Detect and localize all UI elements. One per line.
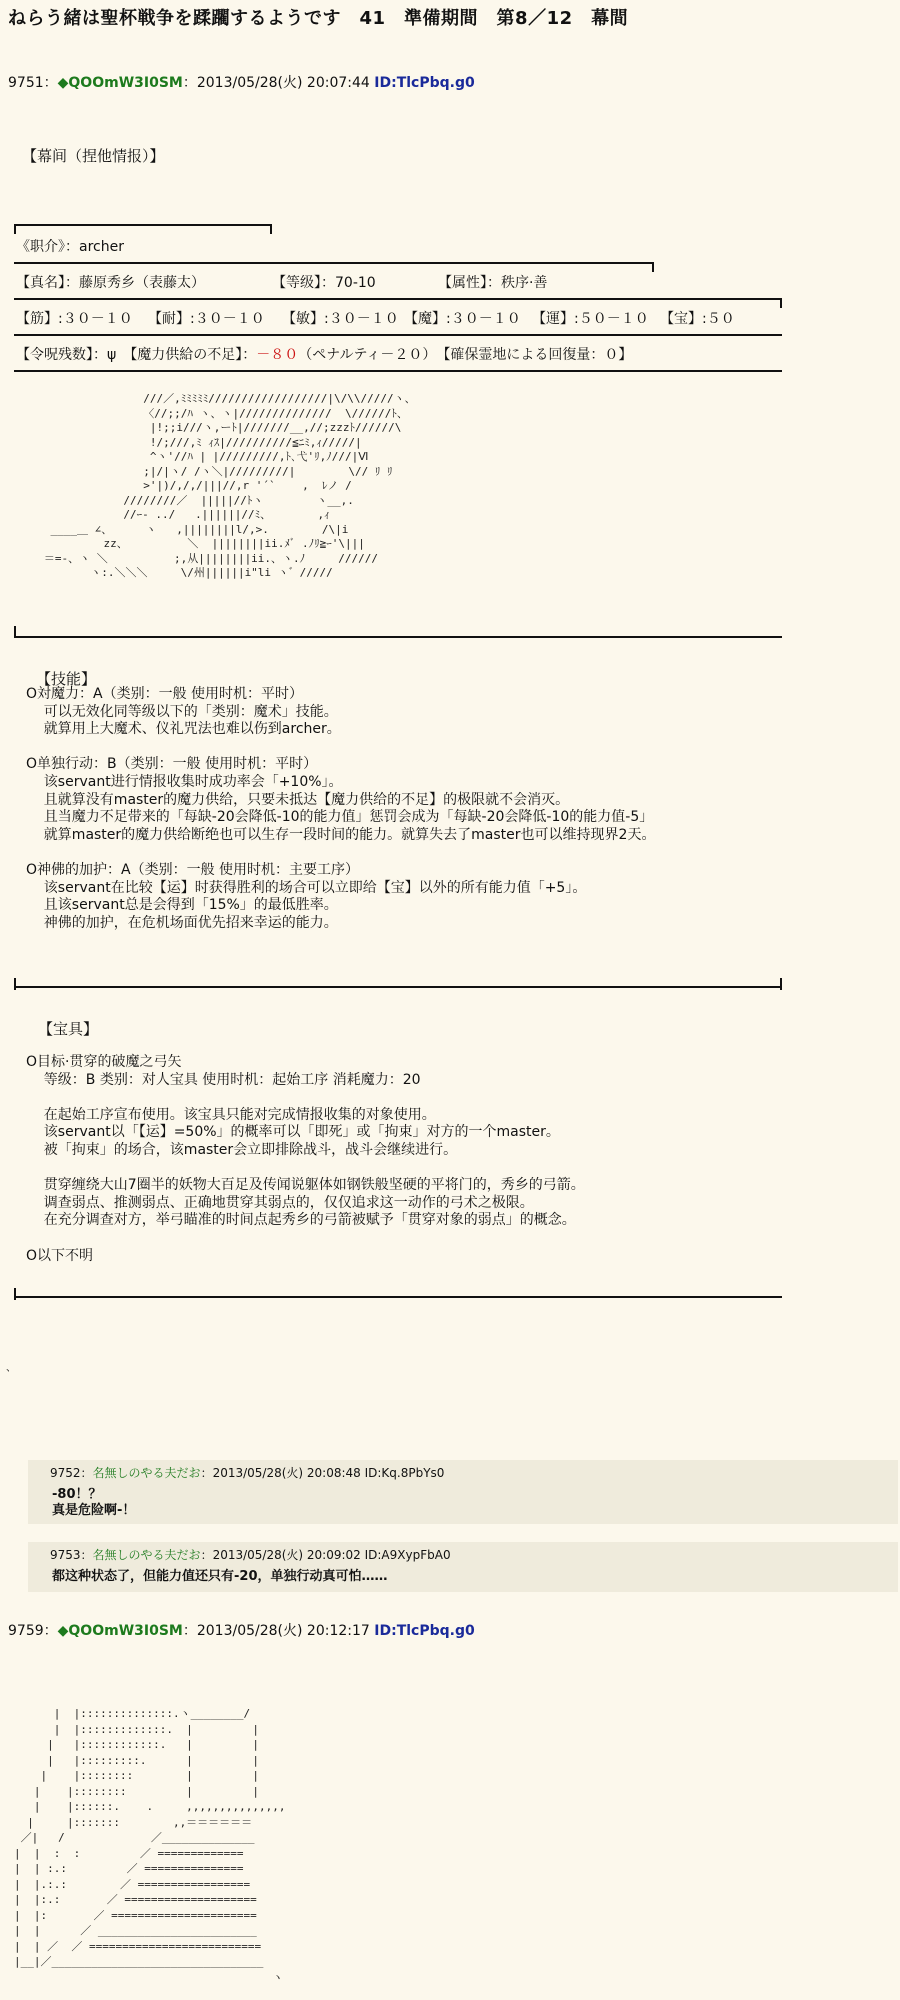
skill-line: 且就算没有master的魔力供给，只要未抵达【魔力供给的不足】的极限就不会消灭。 [26, 791, 570, 808]
mana-deficit-value: －８０ [256, 347, 299, 363]
reply-number[interactable]: 9752： [50, 1466, 93, 1480]
class-field: 《职介》：archer [16, 239, 124, 255]
reply-line: 真是危险啊-！ [52, 1503, 136, 1518]
divider [14, 224, 272, 226]
skill-line: 神佛的加护，在危机场面优先招来幸运的能力。 [26, 914, 338, 931]
skill-line: 可以无效化同等级以下的「类别：魔术」技能。 [26, 703, 338, 720]
np-line: 该servant以「【运】=50%」的概率可以「即死」或「拘束」对方的一个master。 [26, 1124, 560, 1141]
np-line: 等级：B 类别：对人宝具 使用时机：起始工序 消耗魔力：20 [26, 1071, 421, 1088]
np-line [26, 1230, 585, 1248]
post-date: ：2013/05/28(火) 20:07:44 [182, 75, 370, 91]
divider [14, 262, 654, 264]
reply-post [28, 1460, 898, 1524]
divider [14, 334, 782, 336]
divider [14, 636, 782, 638]
command-seal-text: 【令呪残数】：ψ 【魔力供給の不足】： [16, 347, 257, 363]
stat-end: 【耐】:３０－１０ [148, 311, 265, 327]
skills-list [26, 686, 655, 932]
ascii-art-corridor: | |::::::::::::::.ヽ________/ | |:::::::::::::. | | | |::::::::::::. | | | |:::::::::. | | | |:::::::: | | | |:::::::: | | | |::::::. . ,,,,,,,,,,,,,,, | |::::::: ,,＝＝＝＝＝＝ ／| / ／______________ | | : : ／ ============= | | :.: ／ =============== | |.:.: ／ ================= | |:.: ／ ==================== | |: ／ ====================== | | ／ ________________________ | | ／ ／ ========================== |__|／________________________________ ヽ [14, 1707, 286, 1984]
skill-line: O单独行动：B（类别：一般 使用时机：平时） [26, 756, 318, 773]
divider [14, 298, 782, 300]
divider [270, 224, 272, 234]
divider [780, 298, 782, 308]
reply-line: 都这种状态了，但能力值还只有-20，单独行动真可怕…… [52, 1569, 388, 1584]
skill-line: 且当魔力不足带来的「每缺-20会降低-10的能力值」惩罚会成为「每缺-20会降低-10的能力值-5」 [26, 809, 654, 826]
skill-line: 就算用上大魔术、仪礼咒法也难以伤到archer。 [26, 721, 341, 738]
np-list [26, 1054, 585, 1265]
stat-luck: 【運】:５０－１０ [532, 311, 649, 327]
skills-heading: 【技能】 [36, 670, 97, 688]
reply-body [28, 1481, 898, 1519]
np-line: 贯穿缠绕大山7圈半的妖物大百足及传闻说躯体如钢铁般坚硬的平将门的，秀乡的弓箭。 [26, 1177, 585, 1194]
divider [14, 986, 782, 988]
poster-name: ◆QOOmW3I0SM [57, 75, 183, 91]
np-line: 调查弱点、推测弱点、正确地贯穿其弱点的，仅仅追求这一动作的弓术之极限。 [26, 1194, 534, 1211]
page-title: ねらう緒は聖杯戦争を蹂躙するようです 41 準備期間 第8／12 幕間 [8, 8, 629, 29]
penalty-text: （ペナルティ－２０） 【確保霊地による回復量：０】 [298, 347, 633, 363]
divider [14, 626, 16, 638]
stat-mag: 【魔】:３０－１０ [404, 311, 521, 327]
poster-name: ◆QOOmW3I0SM [57, 1623, 183, 1639]
post-header [8, 1620, 475, 1640]
level-field: 【等级】：70-10 [272, 275, 376, 291]
divider [652, 262, 654, 272]
np-line [26, 1160, 585, 1178]
skill-line: O神佛的加护：A（类别：一般 使用时机：主要工序） [26, 861, 360, 878]
divider [14, 1296, 782, 1298]
reply-post [28, 1542, 898, 1592]
skill-line: 就算master的魔力供给断绝也可以生存一段时间的能力。就算失去了master也可以维持现界2天。 [26, 826, 656, 843]
reply-meta: ：2013/05/28(火) 20:09:02 ID:A9XypFbA0 [200, 1548, 451, 1562]
np-line [26, 1089, 585, 1107]
np-line: 在充分调查对方，举弓瞄准的时间点起秀乡的弓箭被赋予「贯穿对象的弱点」的概念。 [26, 1212, 576, 1229]
np-line: O目标·贯穿的破魔之弓矢 [26, 1054, 182, 1070]
ascii-art-archer: ///／,ﾐﾐﾐﾐﾐ//////////////////|\/\\/////ヽ、 〈//;;/ﾊ ヽ、ヽ|////////////// \//////ﾄ、 |!;;i///ヽ,ーﾄ|///////__,//;zzzﾄ//////\ !/;///,ﾐ ｨｽ|//////////≦ﾆﾐ,ｨ/////| ^ヽ'//ﾊ | |/////////,ﾄ､弋'ﾘ,ﾉ///|Ⅵ ;|/|ヽ/ /ヽ＼|/////////| \// ﾘ ﾘ >'|)/,/,/|||//,r '´` , ﾚノ / ////////／ |||||//ﾄヽ ヽ__,. //ｰ- ../ .||||||//ﾐ、 ,ｨ ____＿ ∠、 ヽ ,||||||||l/,>. /\|i zz、 ＼ ||||||||ii.ﾒﾞ .ﾉﾘ≧ｰ'\||| ＝=-、ヽ ＼ ;,从||||||||ii.、ヽ.ﾉ ////// ヽ:.＼＼＼ \/州||||||i"li ヽ゛///// [43, 392, 416, 579]
post-date: ：2013/05/28(火) 20:12:17 [182, 1623, 370, 1639]
divider [14, 370, 782, 372]
stat-np: 【宝】:５０ [660, 311, 735, 327]
divider [14, 978, 16, 990]
divider [14, 224, 16, 234]
reply-body [28, 1563, 898, 1585]
post-header [8, 72, 475, 92]
np-line: 在起始工序宣布使用。该宝具只能对完成情报收集的对象使用。 [26, 1106, 436, 1123]
skill-line [26, 844, 655, 862]
true-name-field: 【真名】：藤原秀乡（表藤太） [16, 275, 205, 291]
skill-line [26, 739, 655, 757]
poster-id[interactable]: ID:TlcPbq.g0 [374, 1623, 475, 1639]
post-number[interactable]: 9759： [8, 1623, 58, 1639]
attribute-field: 【属性】：秩序·善 [438, 275, 548, 291]
np-line: O以下不明 [26, 1247, 94, 1264]
stat-agi: 【敏】:３０－１０ [282, 311, 399, 327]
divider [780, 978, 782, 990]
stray-mark: 、 [6, 1363, 16, 1374]
skill-line: 该servant进行情报收集时成功率会「+10%」。 [26, 773, 343, 790]
skill-line: 该servant在比较【运】时获得胜利的场合可以立即给【宝】以外的所有能力值「+5」。 [26, 879, 587, 896]
reply-meta: ：2013/05/28(火) 20:08:48 ID:Kq.8PbYs0 [200, 1466, 445, 1480]
intermission-heading: 【幕间（捏他情报）】 [22, 147, 165, 165]
stat-str: 【筋】:３０－１０ [16, 311, 133, 327]
post-number[interactable]: 9751： [8, 75, 58, 91]
divider [14, 1288, 16, 1300]
reply-number[interactable]: 9753： [50, 1548, 93, 1562]
np-heading: 【宝具】 [38, 1020, 99, 1038]
skill-line: 且该servant总是会得到「15%」的最低胜率。 [26, 897, 338, 914]
skill-line: O対魔力：A（类别：一般 使用时机：平时） [26, 686, 304, 702]
reply-line: -80！？ [52, 1487, 102, 1502]
np-line: 被「拘束」的场合，该master会立即排除战斗，战斗会继续进行。 [26, 1141, 458, 1158]
reply-name: 名無しのやる夫だお [92, 1466, 201, 1480]
poster-id[interactable]: ID:TlcPbq.g0 [374, 75, 475, 91]
command-seal-line [16, 344, 632, 364]
reply-name: 名無しのやる夫だお [92, 1548, 201, 1562]
